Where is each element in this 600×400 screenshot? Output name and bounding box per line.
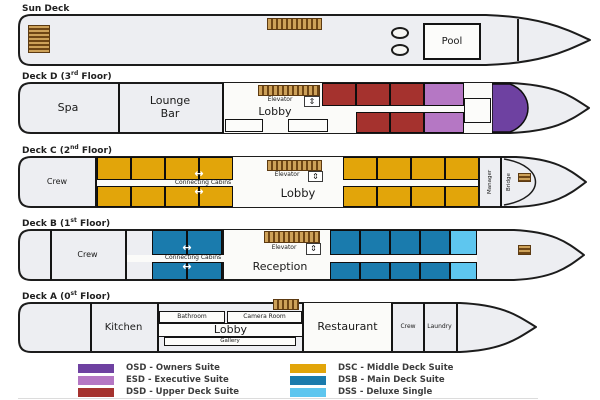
bathroom-label: Bathroom [177, 312, 207, 320]
helm-icon [518, 173, 531, 182]
stairs-icon [273, 299, 299, 310]
cabin-esd [424, 112, 464, 133]
legend-swatch-dsc [290, 364, 326, 373]
cabin-dsd [390, 83, 424, 106]
room-lobby [158, 323, 303, 337]
cabin-dsc [377, 157, 411, 180]
cabin-esd [424, 83, 464, 106]
cabin-dsd [356, 112, 390, 133]
cabin-dsb [330, 230, 360, 255]
cabin-dsd [322, 83, 356, 106]
room-spa-label: Spa [57, 100, 79, 114]
legend-item-dsd [78, 387, 239, 397]
room-crew-label: Crew [46, 177, 68, 187]
cabin-dsc [377, 186, 411, 207]
elevator-label: Elevator [274, 170, 300, 178]
sun-deck-title: Sun Deck [22, 4, 70, 14]
cabin-dsc [411, 186, 445, 207]
cabin-dsc [131, 157, 165, 180]
connecting-cabins-label: Connecting Cabins [164, 253, 222, 261]
camera-room-label: Camera Room [243, 312, 286, 320]
cabin-dsb [360, 262, 390, 280]
room-manager-label: Manager [486, 169, 493, 195]
elevator-label: Elevator [267, 96, 293, 104]
cabin-dsc [445, 157, 479, 180]
vestibule-room [464, 98, 491, 123]
stairs-icon [267, 18, 322, 30]
connect-arrow-icon: ↔ [182, 241, 192, 254]
deck-a [18, 302, 537, 353]
room-lobby-label: Lobby [258, 104, 292, 118]
wall [222, 83, 224, 133]
connect-arrow-icon: ↔ [182, 260, 192, 273]
deck-c [18, 156, 587, 208]
small-room [288, 119, 328, 132]
connect-arrow-icon: ↔ [194, 185, 204, 198]
room-laundry-label: Laundry [427, 323, 452, 331]
room-gallery [164, 337, 296, 346]
deck-b [18, 229, 585, 281]
cabin-dsc [97, 186, 131, 207]
cabin-dsb [390, 262, 420, 280]
connect-arrow-icon: ↔ [194, 167, 204, 180]
legend-swatch-dsd [78, 388, 114, 397]
cabin-dsc [97, 157, 131, 180]
small-room [225, 119, 263, 132]
legend-item-esd [78, 375, 229, 385]
legend-item-dsc [290, 363, 453, 373]
legend-label: DSC - Middle Deck Suite [338, 363, 454, 373]
room-reception-label: Reception [252, 259, 308, 273]
room-crew-label: Crew [77, 250, 98, 260]
legend-label: DSB - Main Deck Suite [338, 375, 445, 385]
elevator-icon: ⇕ [304, 96, 320, 107]
cabin-dsb [330, 262, 360, 280]
legend-swatch-osd [78, 364, 114, 373]
connecting-cabins-label: Connecting Cabins [174, 178, 232, 186]
legend-label: ESD - Executive Suite [126, 375, 229, 385]
elevator-label: Elevator [271, 243, 297, 251]
sun-deck [18, 14, 592, 66]
deck-b-title: Deck B (1st Floor) [22, 217, 111, 229]
legend-label: DSD - Upper Deck Suite [126, 387, 240, 397]
deck-c-title: Deck C (2nd Floor) [22, 144, 113, 156]
legend-swatch-esd [78, 376, 114, 385]
cabin-dsb [420, 230, 450, 255]
room-bridge-label: Bridge [505, 173, 512, 191]
deck-d-title: Deck D (3rd Floor) [22, 70, 112, 82]
legend-label: OSD - Owners Suite [126, 363, 220, 373]
stairs-icon [518, 245, 531, 255]
elevator-icon: ⇕ [306, 243, 321, 255]
stairs-icon [258, 85, 320, 96]
room-restaurant-label: Restaurant [317, 320, 378, 334]
hot-tub-icon [391, 44, 409, 56]
legend-item-dsb [290, 375, 445, 385]
cabin-dsc [445, 186, 479, 207]
cabin-dss [450, 230, 477, 255]
room-bathroom [159, 311, 225, 323]
stairs-icon [264, 231, 320, 243]
elevator-icon: ⇕ [308, 171, 323, 182]
room-pool [423, 23, 481, 60]
cabin-dsd [356, 83, 390, 106]
legend-item-osd [78, 363, 220, 373]
cabin-dsc [411, 157, 445, 180]
cabin-dsc [131, 186, 165, 207]
room-camera [227, 311, 302, 323]
divider [18, 398, 538, 399]
cabin-dsb [420, 262, 450, 280]
room-kitchen-label: Kitchen [104, 321, 143, 333]
cabin-dsc [343, 186, 377, 207]
cabin-dsb [390, 230, 420, 255]
room-lobby-label: Lobby [280, 186, 316, 201]
deck-a-title: Deck A (0st Floor) [22, 290, 111, 302]
room-lounge-bar-label: Lounge Bar [149, 94, 191, 120]
legend-label: DSS - Deluxe Single [338, 387, 433, 397]
legend-swatch-dsb [290, 376, 326, 385]
gallery-label: Gallery [220, 338, 240, 345]
legend-item-dss [290, 387, 432, 397]
stairs-icon [28, 25, 50, 53]
legend-swatch-dss [290, 388, 326, 397]
room-crew-label: Crew [400, 323, 416, 331]
hot-tub-icon [391, 27, 409, 39]
cabin-dsb [360, 230, 390, 255]
lobby-label: Lobby [213, 322, 248, 336]
cabin-dsc [343, 157, 377, 180]
deck-d [18, 82, 590, 134]
stairs-icon [267, 160, 322, 171]
cabin-dss [450, 262, 477, 280]
pool-label: Pool [441, 35, 463, 47]
wall [456, 303, 458, 351]
cabin-dsd [390, 112, 424, 133]
